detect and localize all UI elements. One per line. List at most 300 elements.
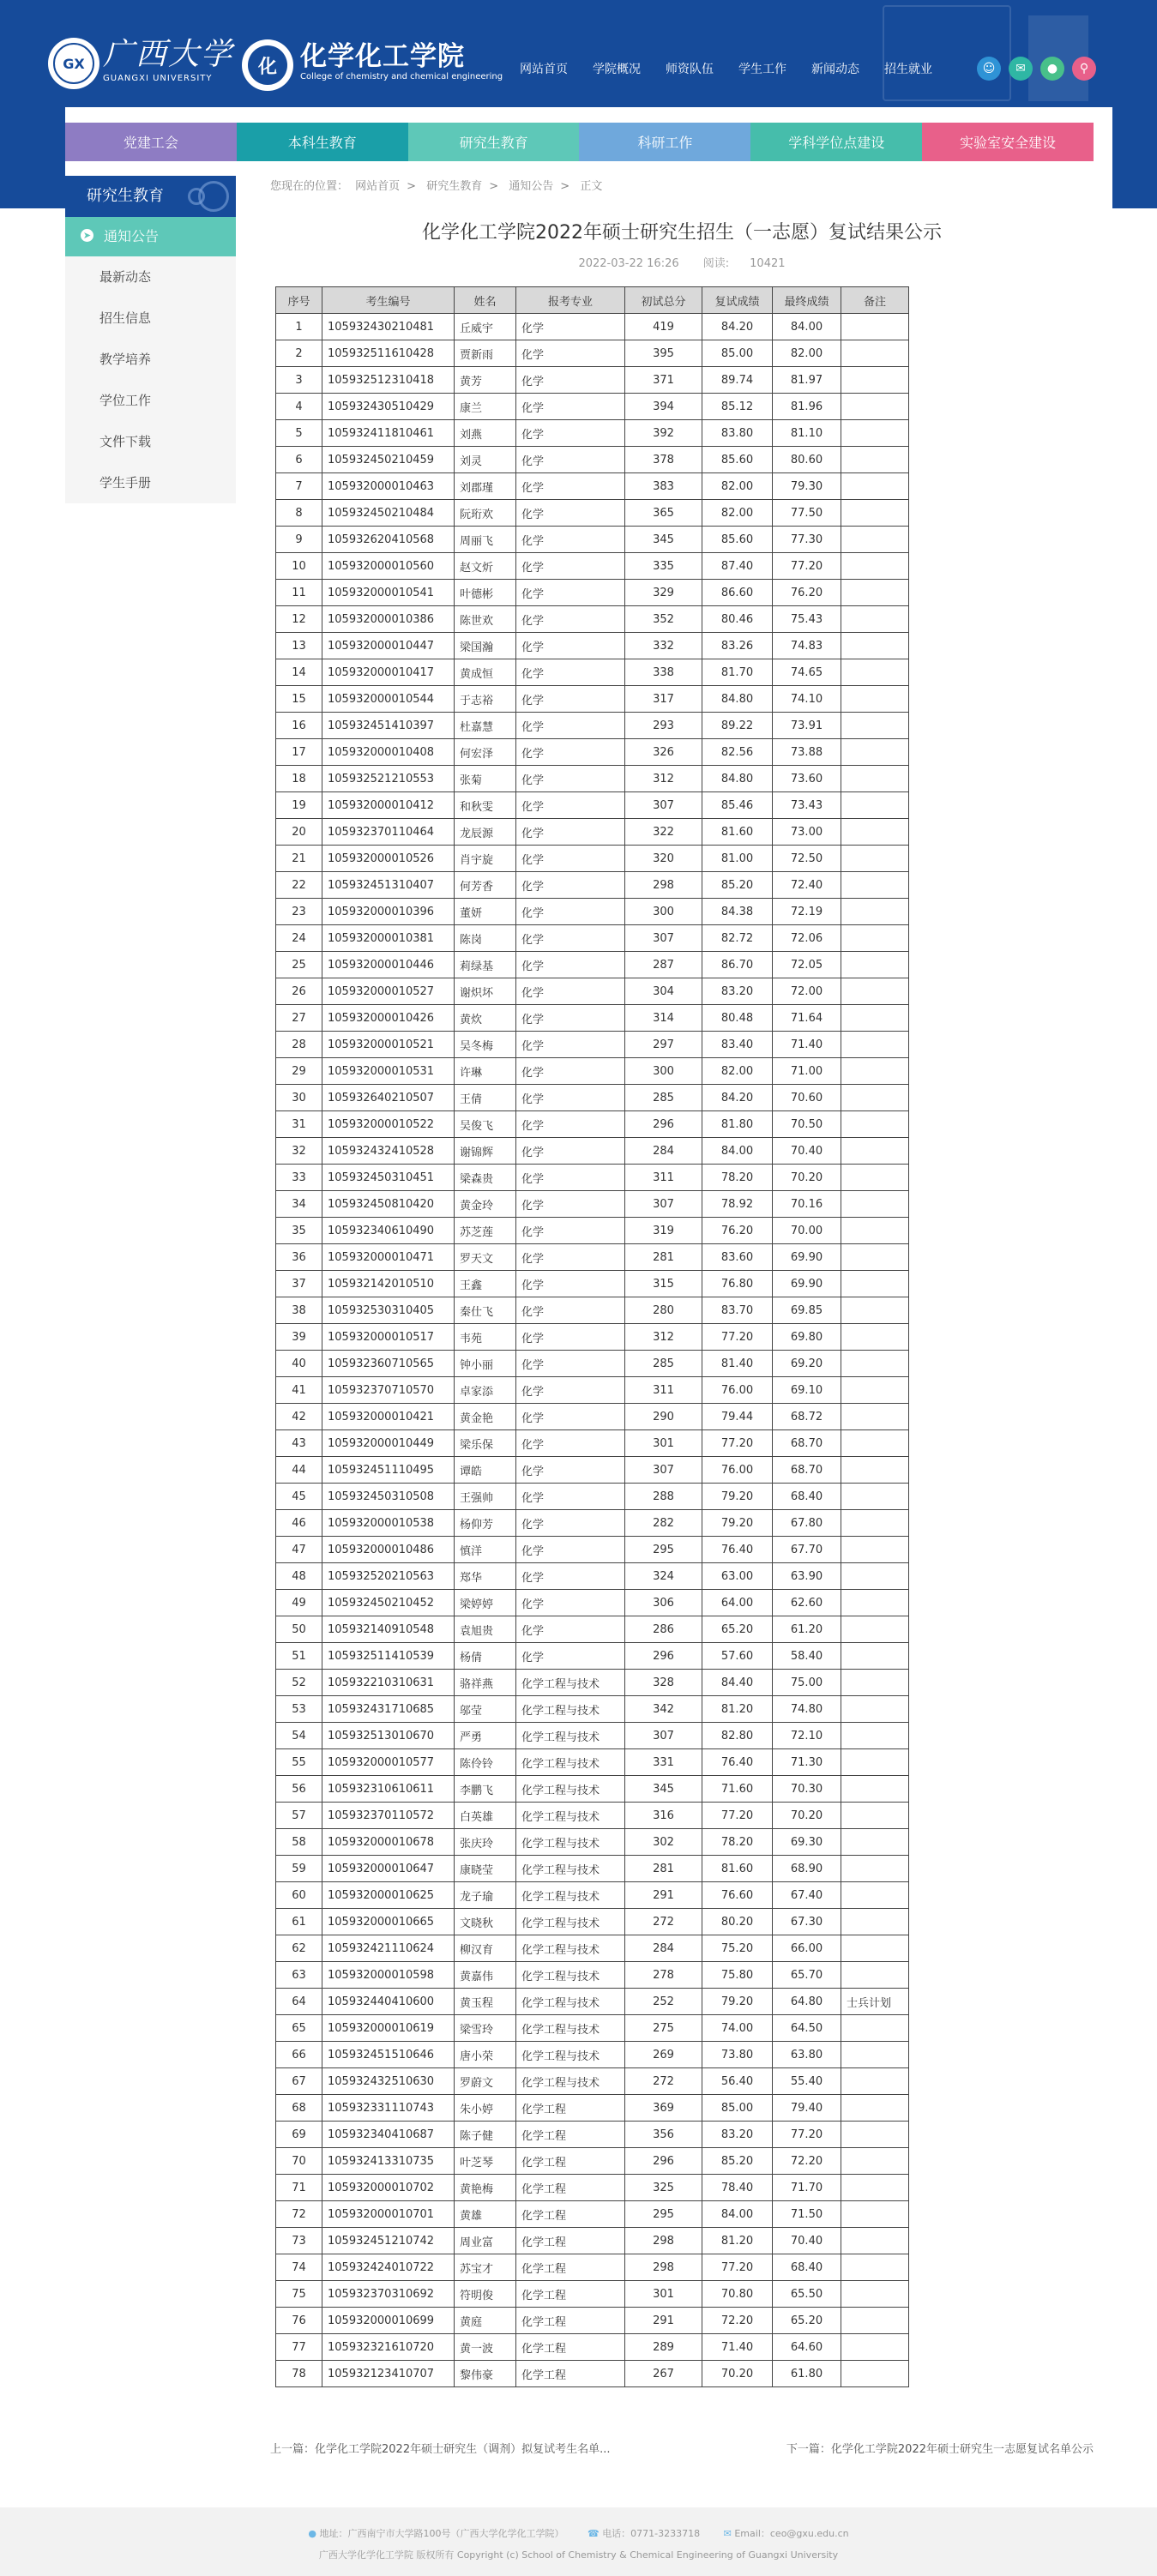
cell-retest-score: 79.20 <box>702 1484 773 1510</box>
cell-major: 化学工程与技术 <box>516 1882 625 1909</box>
cell-note <box>841 1005 909 1032</box>
cell-name: 丘威宇 <box>455 314 516 340</box>
cell-candidate-id: 105932000010386 <box>322 606 455 633</box>
cell-retest-score: 85.46 <box>702 792 773 819</box>
cell-note <box>841 2228 909 2254</box>
cell-major: 化学 <box>516 420 625 447</box>
nav-news[interactable]: 新闻动态 <box>811 63 859 76</box>
cell-candidate-id: 105932340610490 <box>322 1218 455 1244</box>
cell-candidate-id: 105932513010670 <box>322 1723 455 1749</box>
table-row <box>276 2281 909 2308</box>
cell-major: 化学工程与技术 <box>516 1670 625 1696</box>
cell-candidate-id: 105932432410528 <box>322 1138 455 1165</box>
nav-admission[interactable]: 招生就业 <box>884 63 932 76</box>
cell-index: 31 <box>276 1111 322 1138</box>
cell-name: 陈世欢 <box>455 606 516 633</box>
cell-final-score: 69.20 <box>773 1351 841 1377</box>
cell-final-score: 73.91 <box>773 713 841 739</box>
cell-note <box>841 2148 909 2175</box>
cell-index: 50 <box>276 1616 322 1643</box>
cell-note <box>841 394 909 420</box>
sidebar-item-handbook[interactable]: 学生手册 <box>65 462 236 503</box>
cell-name: 黄嘉伟 <box>455 1962 516 1989</box>
tab-research[interactable]: 科研工作 <box>579 123 750 161</box>
cell-initial-score: 284 <box>625 1138 702 1165</box>
cell-name: 谭皓 <box>455 1457 516 1484</box>
cell-initial-score: 312 <box>625 1324 702 1351</box>
cell-initial-score: 311 <box>625 1377 702 1404</box>
cell-initial-score: 295 <box>625 2201 702 2228</box>
cell-candidate-id: 105932321610720 <box>322 2334 455 2361</box>
cell-retest-score: 81.80 <box>702 1111 773 1138</box>
table-row <box>276 1005 909 1032</box>
cell-name: 梁婷婷 <box>455 1590 516 1616</box>
cell-candidate-id: 105932331110743 <box>322 2095 455 2122</box>
college-logo[interactable] <box>242 39 293 91</box>
cell-major: 化学工程与技术 <box>516 2015 625 2042</box>
cell-major: 化学 <box>516 846 625 872</box>
cell-candidate-id: 105932450210452 <box>322 1590 455 1616</box>
table-row <box>276 1909 909 1935</box>
breadcrumb-home[interactable]: 网站首页 <box>355 180 401 193</box>
cell-name: 韦苑 <box>455 1324 516 1351</box>
sidebar-item-admission[interactable]: 招生信息 <box>65 298 236 339</box>
next-article[interactable] <box>786 2440 1094 2456</box>
cell-name: 罗蔚文 <box>455 2068 516 2095</box>
cell-final-score: 71.40 <box>773 1032 841 1058</box>
cell-initial-score: 316 <box>625 1803 702 1829</box>
cell-retest-score: 77.20 <box>702 1430 773 1457</box>
cell-name: 黄金艳 <box>455 1404 516 1430</box>
cell-initial-score: 335 <box>625 553 702 580</box>
table-row <box>276 1563 909 1590</box>
university-name[interactable] <box>103 36 233 83</box>
table-row <box>276 819 909 846</box>
cell-final-score: 72.05 <box>773 952 841 978</box>
cell-name: 刘郡瑾 <box>455 473 516 500</box>
cell-initial-score: 301 <box>625 1430 702 1457</box>
cell-candidate-id: 105932451110495 <box>322 1457 455 1484</box>
col-header: 复试成绩 <box>702 287 773 314</box>
cell-major: 化学工程 <box>516 2201 625 2228</box>
cell-name: 邬莹 <box>455 1696 516 1723</box>
cell-initial-score: 383 <box>625 473 702 500</box>
cell-candidate-id: 105932370110464 <box>322 819 455 846</box>
breadcrumb-sep: > <box>560 180 570 193</box>
cell-retest-score: 84.38 <box>702 899 773 925</box>
cell-name: 罗天文 <box>455 1244 516 1271</box>
cell-name: 卓家添 <box>455 1377 516 1404</box>
cell-note <box>841 1882 909 1909</box>
building-decoration <box>883 5 1011 101</box>
cell-index: 30 <box>276 1085 322 1111</box>
cell-note <box>841 340 909 367</box>
tab-undergraduate[interactable]: 本科生教育 <box>237 123 408 161</box>
cell-index: 65 <box>276 2015 322 2042</box>
table-row <box>276 1032 909 1058</box>
cell-major: 化学工程 <box>516 2281 625 2308</box>
footer-email-text: Email：ceo@gxu.edu.cn <box>734 2528 849 2539</box>
tab-discipline[interactable]: 学科学位点建设 <box>750 123 922 161</box>
cell-candidate-id: 105932210310631 <box>322 1670 455 1696</box>
cell-initial-score: 269 <box>625 2042 702 2068</box>
cell-retest-score: 85.20 <box>702 2148 773 2175</box>
cell-initial-score: 296 <box>625 1111 702 1138</box>
cell-retest-score: 86.60 <box>702 580 773 606</box>
cell-index: 4 <box>276 394 322 420</box>
prev-label: 上一篇： <box>270 2443 316 2456</box>
cell-final-score: 81.10 <box>773 420 841 447</box>
cell-major: 化学 <box>516 1058 625 1085</box>
table-row <box>276 447 909 473</box>
cell-candidate-id: 105932000010678 <box>322 1829 455 1856</box>
cell-retest-score: 85.00 <box>702 2095 773 2122</box>
cell-retest-score: 75.20 <box>702 1935 773 1962</box>
table-row <box>276 2254 909 2281</box>
cell-note <box>841 1218 909 1244</box>
cell-note <box>841 792 909 819</box>
tab-party[interactable]: 党建工会 <box>65 123 237 161</box>
cell-name: 梁森贵 <box>455 1165 516 1191</box>
cell-name: 叶德彬 <box>455 580 516 606</box>
cell-note <box>841 633 909 659</box>
cell-final-score: 71.00 <box>773 1058 841 1085</box>
cell-initial-score: 307 <box>625 925 702 952</box>
sidebar-item-degree[interactable]: 学位工作 <box>65 380 236 421</box>
cell-final-score: 68.70 <box>773 1457 841 1484</box>
cell-retest-score: 83.26 <box>702 633 773 659</box>
cell-candidate-id: 105932432510630 <box>322 2068 455 2095</box>
cell-candidate-id: 105932430510429 <box>322 394 455 420</box>
cell-index: 66 <box>276 2042 322 2068</box>
cell-major: 化学 <box>516 1005 625 1032</box>
college-name-en: College of chemistry and chemical engineering <box>300 72 503 81</box>
sidebar-item-teaching[interactable]: 教学培养 <box>65 339 236 380</box>
table-row <box>276 527 909 553</box>
cell-candidate-id: 105932530310405 <box>322 1297 455 1324</box>
cell-initial-score: 296 <box>625 2148 702 2175</box>
cell-retest-score: 82.00 <box>702 500 773 527</box>
cell-candidate-id: 105932450210484 <box>322 500 455 527</box>
cell-major: 化学工程 <box>516 2334 625 2361</box>
cell-initial-score: 291 <box>625 2308 702 2334</box>
cell-index: 45 <box>276 1484 322 1510</box>
cell-name: 刘燕 <box>455 420 516 447</box>
cell-name: 梁乐保 <box>455 1430 516 1457</box>
cell-final-score: 68.40 <box>773 2254 841 2281</box>
cell-note <box>841 713 909 739</box>
cell-candidate-id: 105932000010577 <box>322 1749 455 1776</box>
results-table <box>275 286 909 2387</box>
cell-note <box>841 952 909 978</box>
cell-note <box>841 1776 909 1803</box>
table-row <box>276 1457 909 1484</box>
cell-retest-score: 82.00 <box>702 473 773 500</box>
college-name[interactable] <box>300 39 503 81</box>
table-row <box>276 952 909 978</box>
cell-initial-score: 289 <box>625 2334 702 2361</box>
cell-retest-score: 78.20 <box>702 1829 773 1856</box>
nav-about[interactable]: 学院概况 <box>593 63 641 76</box>
cell-major: 化学 <box>516 473 625 500</box>
tab-lab-safety[interactable]: 实验室安全建设 <box>922 123 1094 161</box>
cell-note <box>841 2361 909 2387</box>
cell-initial-score: 284 <box>625 1935 702 1962</box>
cell-major: 化学 <box>516 1351 625 1377</box>
cell-initial-score: 287 <box>625 952 702 978</box>
cell-retest-score: 65.20 <box>702 1616 773 1643</box>
cell-final-score: 70.20 <box>773 1803 841 1829</box>
cell-index: 55 <box>276 1749 322 1776</box>
table-row <box>276 420 909 447</box>
table-row <box>276 314 909 340</box>
cell-note <box>841 1749 909 1776</box>
cell-index: 71 <box>276 2175 322 2201</box>
cell-candidate-id: 105932000010531 <box>322 1058 455 1085</box>
cell-candidate-id: 105932000010517 <box>322 1324 455 1351</box>
cell-final-score: 68.70 <box>773 1430 841 1457</box>
nav-home[interactable]: 网站首页 <box>520 63 568 76</box>
cell-retest-score: 76.20 <box>702 1218 773 1244</box>
cell-index: 22 <box>276 872 322 899</box>
cell-candidate-id: 105932000010471 <box>322 1244 455 1271</box>
cell-candidate-id: 105932413310735 <box>322 2148 455 2175</box>
cell-initial-score: 285 <box>625 1085 702 1111</box>
cell-note <box>841 846 909 872</box>
user-icon[interactable]: ☺ <box>977 57 1001 81</box>
sidebar <box>65 176 236 503</box>
cell-note <box>841 1457 909 1484</box>
cell-final-score: 69.90 <box>773 1244 841 1271</box>
cell-name: 王鑫 <box>455 1271 516 1297</box>
cell-candidate-id: 105932000010527 <box>322 978 455 1005</box>
cell-name: 吴冬梅 <box>455 1032 516 1058</box>
cell-major: 化学 <box>516 766 625 792</box>
cell-major: 化学 <box>516 819 625 846</box>
cell-retest-score: 76.40 <box>702 1749 773 1776</box>
table-row <box>276 1590 909 1616</box>
nav-faculty[interactable]: 师资队伍 <box>666 63 714 76</box>
cell-name: 杜嘉慧 <box>455 713 516 739</box>
cell-retest-score: 64.00 <box>702 1590 773 1616</box>
cell-candidate-id: 105932000010560 <box>322 553 455 580</box>
table-row <box>276 2068 909 2095</box>
cell-major: 化学工程与技术 <box>516 1803 625 1829</box>
cell-index: 33 <box>276 1165 322 1191</box>
cell-name: 何宏泽 <box>455 739 516 766</box>
cell-major: 化学 <box>516 1537 625 1563</box>
cell-initial-score: 342 <box>625 1696 702 1723</box>
cell-index: 29 <box>276 1058 322 1085</box>
cell-initial-score: 280 <box>625 1297 702 1324</box>
cell-index: 42 <box>276 1404 322 1430</box>
cell-note <box>841 659 909 686</box>
cell-initial-score: 304 <box>625 978 702 1005</box>
cell-note <box>841 1244 909 1271</box>
cell-name: 李鹏飞 <box>455 1776 516 1803</box>
cell-index: 27 <box>276 1005 322 1032</box>
cell-name: 钟小丽 <box>455 1351 516 1377</box>
cell-initial-score: 331 <box>625 1749 702 1776</box>
cell-initial-score: 371 <box>625 367 702 394</box>
cell-name: 谢炽坏 <box>455 978 516 1005</box>
cell-name: 杨倩 <box>455 1643 516 1670</box>
cell-candidate-id: 105932000010463 <box>322 473 455 500</box>
cell-retest-score: 77.20 <box>702 1324 773 1351</box>
cell-retest-score: 76.60 <box>702 1882 773 1909</box>
cell-final-score: 58.40 <box>773 1643 841 1670</box>
cell-note <box>841 1537 909 1563</box>
breadcrumb-notices[interactable]: 通知公告 <box>509 180 554 193</box>
table-row <box>276 1351 909 1377</box>
cell-name: 谢锦辉 <box>455 1138 516 1165</box>
cell-note <box>841 1510 909 1537</box>
cell-note <box>841 1165 909 1191</box>
cell-candidate-id: 105932000010381 <box>322 925 455 952</box>
cell-retest-score: 80.46 <box>702 606 773 633</box>
cell-candidate-id: 105932000010647 <box>322 1856 455 1882</box>
cell-initial-score: 290 <box>625 1404 702 1430</box>
sidebar-item-latest[interactable]: 最新动态 <box>65 256 236 298</box>
tab-graduate[interactable]: 研究生教育 <box>408 123 580 161</box>
sidebar-item-notices[interactable] <box>65 217 236 256</box>
cell-name: 朱小婷 <box>455 2095 516 2122</box>
cell-index: 21 <box>276 846 322 872</box>
nav-student-affairs[interactable]: 学生工作 <box>738 63 786 76</box>
cell-index: 25 <box>276 952 322 978</box>
cell-major: 化学工程与技术 <box>516 1723 625 1749</box>
cell-final-score: 65.50 <box>773 2281 841 2308</box>
cell-final-score: 71.30 <box>773 1749 841 1776</box>
cell-major: 化学工程 <box>516 2148 625 2175</box>
cell-retest-score: 78.20 <box>702 1165 773 1191</box>
cell-final-score: 77.50 <box>773 500 841 527</box>
breadcrumb-current: 正文 <box>580 180 603 193</box>
cell-index: 35 <box>276 1218 322 1244</box>
cell-name: 王倩 <box>455 1085 516 1111</box>
cell-retest-score: 82.72 <box>702 925 773 952</box>
cell-name: 陈子健 <box>455 2122 516 2148</box>
cell-index: 64 <box>276 1989 322 2015</box>
table-row <box>276 1297 909 1324</box>
cell-candidate-id: 105932450310451 <box>322 1165 455 1191</box>
college-seal-icon: 化 <box>248 45 287 85</box>
cell-initial-score: 329 <box>625 580 702 606</box>
table-row <box>276 2015 909 2042</box>
table-row <box>276 1138 909 1165</box>
cell-index: 9 <box>276 527 322 553</box>
cell-major: 化学 <box>516 1165 625 1191</box>
cell-note <box>841 527 909 553</box>
cell-candidate-id: 105932424010722 <box>322 2254 455 2281</box>
cell-retest-score: 76.00 <box>702 1377 773 1404</box>
cell-note <box>841 1563 909 1590</box>
site-footer <box>0 2507 1157 2576</box>
cell-candidate-id: 105932000010538 <box>322 1510 455 1537</box>
chat-icon[interactable]: ● <box>1040 57 1064 81</box>
cell-final-score: 77.20 <box>773 553 841 580</box>
cell-final-score: 72.19 <box>773 899 841 925</box>
cell-initial-score: 272 <box>625 2068 702 2095</box>
cell-final-score: 74.80 <box>773 1696 841 1723</box>
cell-retest-score: 84.00 <box>702 2201 773 2228</box>
cell-final-score: 72.00 <box>773 978 841 1005</box>
cell-name: 肖宇旋 <box>455 846 516 872</box>
cell-name: 龙子瑜 <box>455 1882 516 1909</box>
search-icon[interactable]: ⚲ <box>1072 57 1096 81</box>
cell-note <box>841 739 909 766</box>
cell-initial-score: 300 <box>625 1058 702 1085</box>
cell-candidate-id: 105932000010541 <box>322 580 455 606</box>
cell-name: 秦仕飞 <box>455 1297 516 1324</box>
cell-note <box>841 2281 909 2308</box>
cell-name: 黄艳梅 <box>455 2175 516 2201</box>
cell-initial-score: 325 <box>625 2175 702 2201</box>
sidebar-item-downloads[interactable]: 文件下载 <box>65 421 236 462</box>
cell-major: 化学 <box>516 500 625 527</box>
cell-major: 化学 <box>516 1244 625 1271</box>
cell-index: 12 <box>276 606 322 633</box>
cell-note <box>841 1138 909 1165</box>
cell-final-score: 70.30 <box>773 1776 841 1803</box>
cell-note <box>841 1058 909 1085</box>
cell-final-score: 61.80 <box>773 2361 841 2387</box>
cell-index: 28 <box>276 1032 322 1058</box>
cell-major: 化学工程与技术 <box>516 2042 625 2068</box>
cell-initial-score: 394 <box>625 394 702 420</box>
cell-name: 阮珩欢 <box>455 500 516 527</box>
cell-major: 化学 <box>516 1218 625 1244</box>
cell-index: 57 <box>276 1803 322 1829</box>
cell-retest-score: 79.44 <box>702 1404 773 1430</box>
cell-final-score: 68.90 <box>773 1856 841 1882</box>
cell-note <box>841 1085 909 1111</box>
cell-initial-score: 419 <box>625 314 702 340</box>
cell-name: 贾新雨 <box>455 340 516 367</box>
cell-note <box>841 1803 909 1829</box>
cell-name: 苏芝莲 <box>455 1218 516 1244</box>
breadcrumb-graduate[interactable]: 研究生教育 <box>426 180 483 193</box>
cell-retest-score: 84.00 <box>702 1138 773 1165</box>
cell-major: 化学工程与技术 <box>516 1749 625 1776</box>
cell-candidate-id: 105932411810461 <box>322 420 455 447</box>
arrow-right-icon: ➤ <box>81 229 93 242</box>
cell-initial-score: 332 <box>625 633 702 659</box>
cell-final-score: 73.43 <box>773 792 841 819</box>
cell-index: 13 <box>276 633 322 659</box>
table-row <box>276 978 909 1005</box>
cell-retest-score: 76.80 <box>702 1271 773 1297</box>
cell-name: 黄庭 <box>455 2308 516 2334</box>
cell-retest-score: 85.12 <box>702 394 773 420</box>
mail-icon[interactable]: ✉ <box>1009 57 1033 81</box>
cell-retest-score: 83.20 <box>702 978 773 1005</box>
cell-index: 6 <box>276 447 322 473</box>
university-logo[interactable] <box>48 38 99 89</box>
cell-final-score: 64.50 <box>773 2015 841 2042</box>
cell-major: 化学 <box>516 1191 625 1218</box>
cell-final-score: 79.40 <box>773 2095 841 2122</box>
col-header: 初试总分 <box>625 287 702 314</box>
cell-major: 化学工程 <box>516 2361 625 2387</box>
cell-index: 47 <box>276 1537 322 1563</box>
prev-article[interactable] <box>270 2440 611 2456</box>
table-row <box>276 1510 909 1537</box>
cell-final-score: 70.40 <box>773 2228 841 2254</box>
cell-retest-score: 85.20 <box>702 872 773 899</box>
cell-final-score: 69.30 <box>773 1829 841 1856</box>
cell-initial-score: 288 <box>625 1484 702 1510</box>
